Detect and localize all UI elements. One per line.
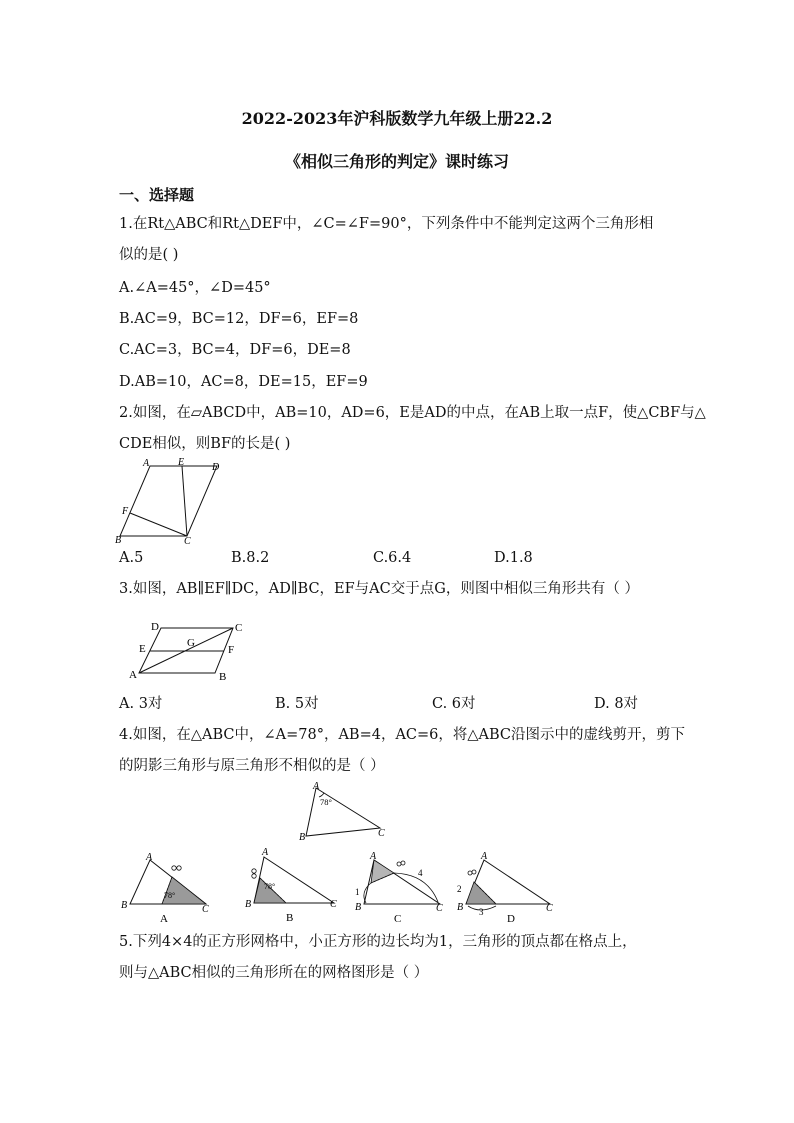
q4-main-label-b: B xyxy=(299,832,306,842)
q4d-label-a: A xyxy=(481,851,488,862)
q4b-label-c: C xyxy=(330,899,337,910)
q4c-label-1: 1 xyxy=(355,887,360,897)
q2-label-f: F xyxy=(122,506,129,517)
q2-label-d: D xyxy=(212,462,220,473)
q4-main-label-c: C xyxy=(378,828,385,839)
q4a-label-b: B xyxy=(121,900,128,911)
q2-label-c: C xyxy=(184,536,191,546)
q2-option-b: B.8.2 xyxy=(231,550,270,566)
q3-option-c: C. 6对 xyxy=(432,696,476,712)
q2-option-d: D.1.8 xyxy=(494,550,533,566)
q4c-label-b: B xyxy=(355,902,362,913)
q5-stem-line2: 则与△ABC相似的三角形所在的网格图形是（ ） xyxy=(119,965,429,981)
q3-figure xyxy=(125,618,250,684)
q3-option-a: A. 3对 xyxy=(119,696,163,712)
q4a-label-c: C xyxy=(202,904,209,915)
q4d-label-c: C xyxy=(546,903,553,914)
q1-option-b: B.AC=9，BC=12，DF=6，EF=8 xyxy=(119,311,359,327)
q3-label-c: C xyxy=(235,622,243,634)
q4c-caption: C xyxy=(394,913,402,924)
q4b-label-b: B xyxy=(245,899,252,910)
q2-label-a: A xyxy=(143,458,150,469)
q4c-label-c: C xyxy=(436,903,443,914)
q4b-label-a: A xyxy=(262,847,269,858)
q3-label-d: D xyxy=(151,621,159,633)
q4-figure-c xyxy=(352,848,452,924)
q3-stem: 3.如图，AB∥EF∥DC，AD∥BC，EF与AC交于点G，则图中相似三角形共有（ ） xyxy=(119,581,639,597)
doc-title-line2: 《相似三角形的判定》课时练习 xyxy=(284,152,509,171)
q4d-label-2: 2 xyxy=(457,884,462,894)
q4a-label-a: A xyxy=(146,852,153,863)
q2-parallelogram-figure xyxy=(112,456,227,546)
q4b-label-angle: 78° xyxy=(264,882,276,891)
q1-option-d: D.AB=10，AC=8，DE=15，EF=9 xyxy=(119,374,368,390)
doc-title-line1: 2022-2023年沪科版数学九年级上册22.2 xyxy=(241,109,553,128)
q2-option-c: C.6.4 xyxy=(373,550,412,566)
q4-stem-line2: 的阴影三角形与原三角形不相似的是（ ） xyxy=(119,758,385,774)
q3-option-d: D. 8对 xyxy=(594,696,639,712)
q2-option-a: A.5 xyxy=(119,550,144,566)
q3-label-g: G xyxy=(187,637,195,649)
q4-main-label-angle: 78° xyxy=(320,797,332,807)
q4d-label-3: 3 xyxy=(479,907,484,917)
q5-stem-line1: 5.下列4×4的正方形网格中，小正方形的边长均为1，三角形的顶点都在格点上， xyxy=(119,934,637,950)
q4-stem-line1: 4.如图，在△ABC中，∠A=78°，AB=4，AC=6，将△ABC沿图示中的虚线剪开，剪下 xyxy=(119,727,686,743)
q4d-caption: D xyxy=(507,913,515,924)
q4a-label-angle: 78° xyxy=(164,891,176,900)
q4d-label-b: B xyxy=(457,902,464,913)
q3-label-b: B xyxy=(219,671,227,683)
q3-label-a: A xyxy=(129,669,137,681)
q4-main-triangle xyxy=(298,780,394,842)
q2-label-e: E xyxy=(178,457,185,468)
q4-figure-a xyxy=(118,848,213,924)
q2-stem-line1: 2.如图，在▱ABCD中，AB=10，AD=6，E是AD的中点，在AB上取一点F，使△CBF与△ xyxy=(119,405,706,421)
q1-option-a: A.∠A=45°，∠D=45° xyxy=(119,280,271,296)
q3-label-e: E xyxy=(139,643,146,655)
q1-option-c: C.AC=3，BC=4，DF=6，DE=8 xyxy=(119,342,351,358)
q3-label-f: F xyxy=(228,644,235,656)
q1-stem-line2: 似的是( ) xyxy=(119,247,179,263)
q4c-label-a: A xyxy=(370,851,377,862)
q4a-caption: A xyxy=(160,913,168,924)
q4-figure-d xyxy=(452,848,558,924)
q4b-caption: B xyxy=(286,912,294,924)
q2-label-b: B xyxy=(115,535,122,546)
q3-option-b: B. 5对 xyxy=(275,696,319,712)
q4-figure-b xyxy=(242,845,342,924)
q2-stem-line2: CDE相似，则BF的长是( ) xyxy=(119,436,291,452)
q1-stem-line1: 1.在Rt△ABC和Rt△DEF中，∠C=∠F=90°，下列条件中不能判定这两个三角形相 xyxy=(119,216,654,232)
q4-main-label-a: A xyxy=(313,781,320,792)
section-heading: 一、选择题 xyxy=(119,186,195,204)
q4c-label-4: 4 xyxy=(418,868,423,878)
